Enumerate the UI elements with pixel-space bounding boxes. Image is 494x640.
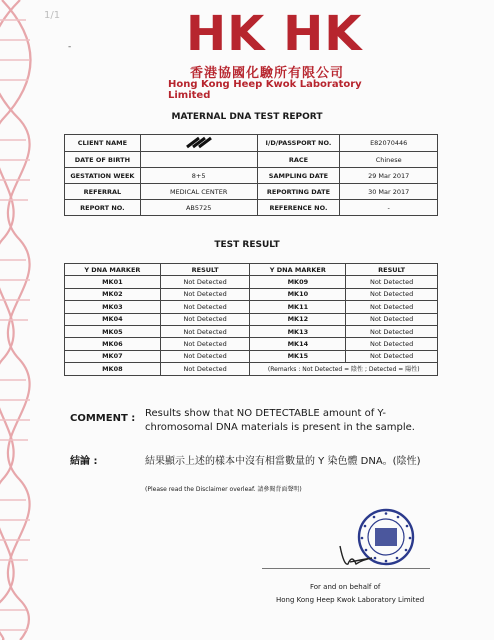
remarks-cell: (Remarks : Not Detected = 陰性 ; Detected = 陽性)	[250, 363, 438, 375]
marker-cell: MK15	[250, 350, 346, 362]
logo-english-name: Hong Kong Heep Kwok Laboratory Limited	[168, 79, 362, 101]
table-row	[65, 184, 438, 200]
logo-letters: HK HK	[186, 6, 363, 62]
report-no-value: AB5725	[140, 200, 257, 216]
id-label: I/D/PASSPORT NO.	[257, 135, 340, 152]
lab-name-signature: Hong Kong Heep Kwok Laboratory Limited	[276, 596, 425, 604]
disclaimer-note: (Please read the Disclaimer overleaf. 請參閱背面聲明)	[145, 486, 302, 493]
table-row	[65, 313, 438, 325]
client-name-label: CLIENT NAME	[65, 135, 141, 152]
result-cell: Not Detected	[346, 350, 438, 362]
dob-label: DATE OF BIRTH	[65, 152, 141, 168]
table-row	[65, 301, 438, 313]
reference-label: REFERENCE NO.	[257, 200, 340, 216]
result-cell: Not Detected	[346, 301, 438, 313]
marker-cell: MK11	[250, 301, 346, 313]
result-cell: Not Detected	[160, 313, 250, 325]
marker-cell: MK14	[250, 338, 346, 350]
marker-cell: MK01	[65, 276, 161, 288]
signature-line	[262, 568, 430, 569]
conclusion-label-cn: 結論 :	[70, 456, 98, 467]
client-info-table	[64, 134, 438, 216]
result-cell: Not Detected	[346, 276, 438, 288]
result-cell: Not Detected	[160, 363, 250, 375]
dash-mark: -	[68, 42, 72, 52]
redaction-scribble	[159, 135, 239, 149]
marker-cell: MK04	[65, 313, 161, 325]
comment-label: COMMENT :	[70, 413, 136, 424]
dna-helix-decoration	[0, 0, 48, 640]
result-cell: Not Detected	[160, 338, 250, 350]
table-row	[65, 338, 438, 350]
result-cell: Not Detected	[160, 288, 250, 300]
referral-value: MEDICAL CENTER	[140, 184, 257, 200]
logo-chinese-name: 香港協國化驗所有限公司	[190, 66, 345, 81]
marker-cell: MK05	[65, 325, 161, 337]
handwritten-signature	[300, 540, 380, 570]
table-header-row	[65, 264, 438, 276]
dob-value	[140, 152, 257, 168]
race-value: Chinese	[340, 152, 438, 168]
table-row	[65, 363, 438, 375]
test-result-title: TEST RESULT	[214, 240, 280, 250]
result-cell: Not Detected	[160, 301, 250, 313]
header-result-2: RESULT	[346, 264, 438, 276]
table-row	[65, 168, 438, 184]
marker-cell: MK02	[65, 288, 161, 300]
table-row	[65, 350, 438, 362]
gestation-label: GESTATION WEEK	[65, 168, 141, 184]
marker-cell: MK13	[250, 325, 346, 337]
reporting-label: REPORTING DATE	[257, 184, 340, 200]
id-value: E82070446	[340, 135, 438, 152]
result-cell: Not Detected	[160, 350, 250, 362]
marker-cell: MK06	[65, 338, 161, 350]
marker-cell: MK10	[250, 288, 346, 300]
result-cell: Not Detected	[346, 313, 438, 325]
conclusion-text-cn: 結果顯示上述的樣本中沒有相當數量的 Y 染色體 DNA。(陰性)	[145, 456, 421, 467]
table-row	[65, 325, 438, 337]
table-row	[65, 135, 438, 152]
marker-cell: MK07	[65, 350, 161, 362]
sampling-value: 29 Mar 2017	[340, 168, 438, 184]
report-no-label: REPORT NO.	[65, 200, 141, 216]
marker-cell: MK09	[250, 276, 346, 288]
header-marker-1: Y DNA MARKER	[65, 264, 161, 276]
marker-cell: MK08	[65, 363, 161, 375]
company-logo	[150, 6, 390, 101]
table-row	[65, 152, 438, 168]
comment-text: Results show that NO DETECTABLE amount of Y-chromosomal DNA materials is present in the sample.	[145, 408, 415, 433]
race-label: RACE	[257, 152, 340, 168]
result-cell: Not Detected	[346, 325, 438, 337]
report-title: MATERNAL DNA TEST REPORT	[171, 112, 323, 122]
reference-value: -	[340, 200, 438, 216]
reporting-value: 30 Mar 2017	[340, 184, 438, 200]
result-cell: Not Detected	[160, 325, 250, 337]
result-cell: Not Detected	[346, 288, 438, 300]
table-row	[65, 200, 438, 216]
result-cell: Not Detected	[160, 276, 250, 288]
table-row	[65, 276, 438, 288]
table-row	[65, 288, 438, 300]
header-result-1: RESULT	[160, 264, 250, 276]
header-marker-2: Y DNA MARKER	[250, 264, 346, 276]
page-number: 1/1	[44, 10, 61, 21]
gestation-value: 8+5	[140, 168, 257, 184]
sampling-label: SAMPLING DATE	[257, 168, 340, 184]
on-behalf-text: For and on behalf of	[310, 583, 381, 591]
marker-cell: MK12	[250, 313, 346, 325]
test-result-table	[64, 263, 438, 376]
referral-label: REFERRAL	[65, 184, 141, 200]
marker-cell: MK03	[65, 301, 161, 313]
client-name-value	[140, 135, 257, 152]
result-cell: Not Detected	[346, 338, 438, 350]
